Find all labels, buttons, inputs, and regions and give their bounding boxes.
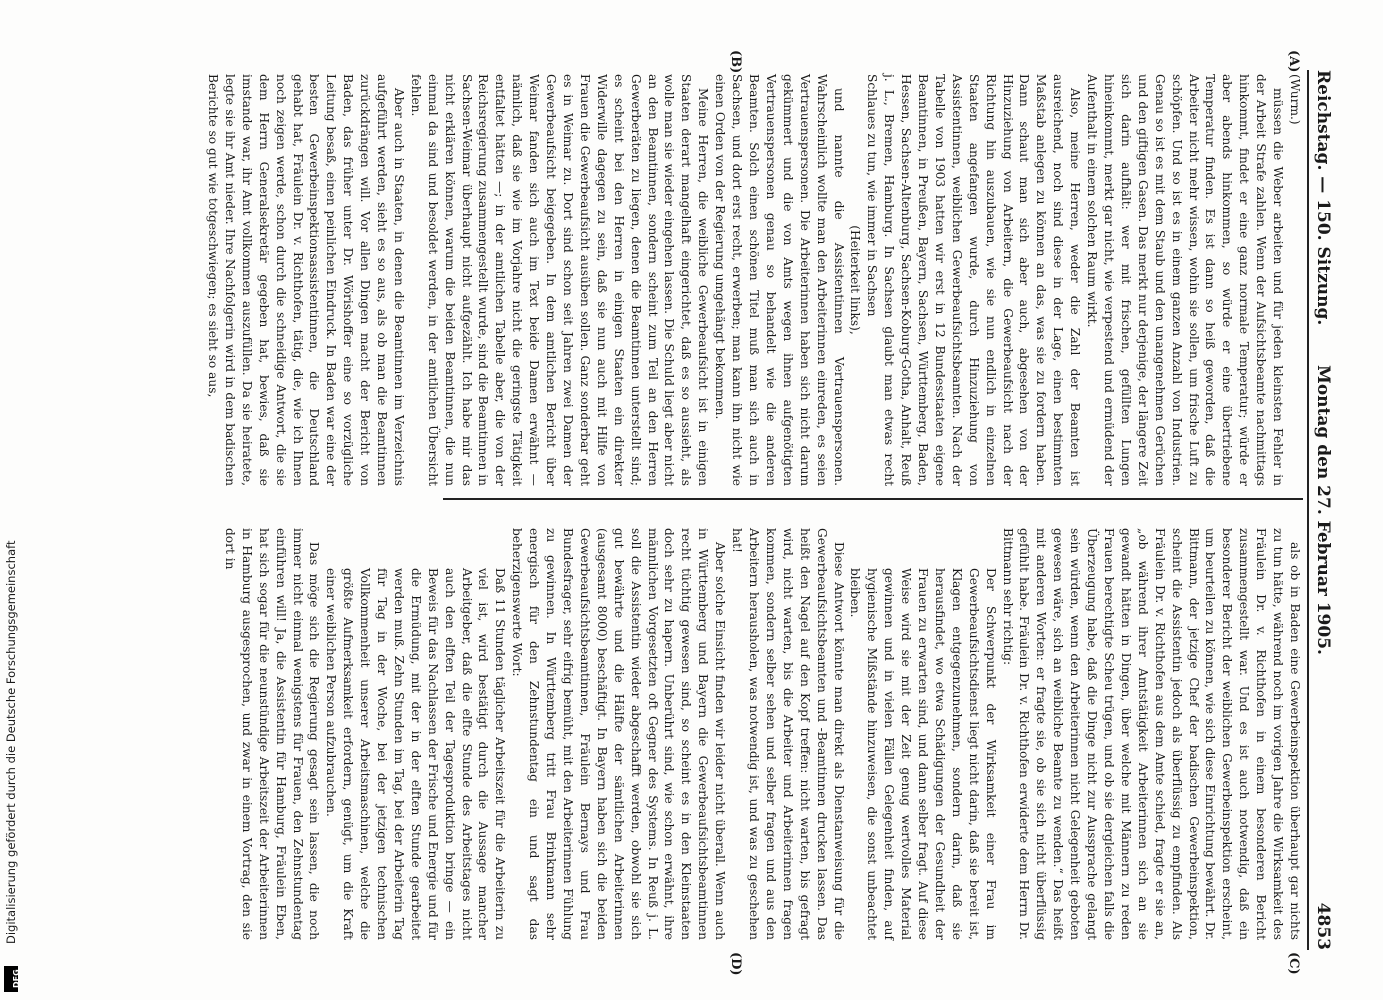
- page-number: 4853: [1313, 902, 1333, 950]
- left-text-column: [204, 74, 1303, 486]
- margin-marker-d: (D): [728, 952, 743, 976]
- paragraph: als ob in Baden eine Gewerbeinspektion überhaupt gar nichts zu tun hätte, während noch im vorigen Jahre die Wirksamkeit des Fräulein Dr. v. Richthofen in einem besonderen Bericht zusammengestellt war. Und es ist auch notwendig, daß ein besonderer Bericht der weiblichen Gewerbeinspektion erscheint, um beurteilen zu können, wie sich diese Einrichtung bewährt. Dr. Bittmann, der jetzige Chef der badischen Gewerbeinspektion, scheint die Assistentin jedoch als überflüssig zu empfinden. Als Fräulein Dr. v. Richthofen aus dem Amte schied, fragte er sie an, „ob während ihrer Amtstätigkeit Arbeiterinnen sich an sie gewandt hätten in Dingen, über welche mit Männern zu reden Frauen berechtigte Scheu trügen, und ob sie dergleichen falls die Überzeugung habe, daß die Dinge nicht zur Aussprache gelangt sein würden, wenn den Arbeiterinnen nicht Gelegenheit geboten gewesen wäre, sich an weibliche Beamte zu wenden.“ Das heißt mit anderen Worten: er fragte sie, ob sie sich nicht überflüssig gefühlt habe. Fräulein Dr. v. Richthofen erwiderte dem Herrn Dr. Bittmann sehr richtig:: [1000, 528, 1302, 940]
- dfg-logo: DFG: [4, 966, 18, 992]
- paragraph: Daß 11 Stunden täglicher Arbeitszeit für die Arbeiterin zu viel ist, wird bestätigt durch die Aussage mancher Arbeitgeber, daß die elfte Stunde des Arbeitstages nicht auch den elften Teil der Tagesproduktion bringe — ein Beweis für das Nachlassen der Frische und Energie und für die Ermüdung, mit der in der elften Stunde gearbeitet werden muß. Zehn Stunden im Tag, bei der Arbeiterin Tag für Tag in der Woche, bei der jetzigen technischen Vollkommenheit unserer Arbeitsmaschinen, welche die größte Aufmerksamkeit erfordern, genügt, um die Kraft einer weiblichen Person aufzubrauchen.: [324, 568, 508, 940]
- paragraph: und nannte die Assistentinnen Vertrauenspersonen. Wahrscheinlich wollte man den Arbeiterinnen einreden, es seien Vertrauenspersonen. Die Arbeiterinnen haben sich nicht darum gekümmert und die von Amts wegen ihnen aufgenötigten Vertrauenspersonen genau so behandelt wie die anderen Beamten. Solch einen schönen Titel muß man sich auch in Sachsen, und dort erst recht, erwerben; man kann ihn nicht wie einen Orden von der Regierung umgehängt bekommen.: [713, 74, 846, 486]
- digitization-credit: [2, 0, 20, 958]
- margin-marker-a: (A): [1286, 50, 1301, 73]
- header-rule: [1307, 70, 1309, 950]
- paragraph: Aber solche Einsicht finden wir leider nicht überall. Wenn auch in Württemberg und Bayern die Gewerbeaufsichtsbeamtinnen recht tüchtig gewesen sind, so scheint es in den Kleinstaaten doch sehr zu hapern. Unberührt sind, wie schon erwähnt, ihre männlichen Vorgesetzten oft Gegner des Systems. In Reuß j. L. soll die Assistentin wieder abgeschafft werden, obwohl sie sich gut bewährte und die Hälfte der sämtlichen Arbeiterinnen (ausgesamt 8000) beschäftigt. In Bayern haben sich die beiden Gewerbeaufsichtsbeamtinnen, Fräulein Bernays und Frau Bundesfrager, sehr eifrig bemüht, mit den Arbeiterinnen Fühlung zu gewinnen. In Württemberg tritt Frau Brinkmann sehr energisch für den Zehnstundentag ein und sagt das beherzigenswerte Wort:: [510, 528, 728, 940]
- paragraph: Das möge sich die Regierung gesagt sein lassen, die noch immer nicht einmal wenigstens für Frauen, den Zehnstundentag einführen will! Ja, die Assistentin für Hamburg, Fräulein Eben, hat sich sogar für die neunstündige Arbeitszeit der Arbeiterinnen in Hamburg ausgesprochen, und zwar in einem Vortrag, den sie dort in: [222, 528, 322, 940]
- paragraph: müssen die Weber arbeiten und für jeden kleinsten Fehler in der Arbeit Strafe zahlen. Wenn der Aufsichtsbeamte nachmittags hinkommt, findet er eine ganz normale Temperatur; würde er aber abends hinkommen, so würde er eine übertriebene Temperatur finden. Es ist dann so heiß geworden, daß die Arbeiter nicht mehr wissen, wohin sie sollen, um frische Luft zu schöpfen. Und so ist es in einem ganzen Anzahl von Industrien. Genau so ist es mit dem Staub und den unangenehmen Gerüchen und den giftigen Gasen. Das merkt nur derjenige, der längere Zeit sich darin aufhält: wer mit frischen, gefüllten Lungen hineinkommt, merkt gar nicht, wie verpestend und ermüdend der Aufenthalt in einem solchen Raum wirkt.: [1085, 74, 1286, 486]
- paragraph: (Heiterkeit links),: [848, 225, 863, 335]
- header-center: Montag den 27. Februar 1905.: [1313, 365, 1333, 655]
- paragraph: Meine Herren, die weibliche Gewerbeaufsicht ist in einigen Staaten derart mangelhaft eingerichtet, daß es so aussieht, als wolle man sie wieder eingehen lassen. Die Schuld liegt aber nicht an den Beamtinnen, sondern scheint zum Teil an den Herren Gewerberäten zu liegen, denen die Beamtinnen unterstellt sind; es scheint bei den Herren in einigen Staaten ein direkter Widerwille dagegen zu sein, daß sie nun auch mit Hilfe von Frauen die Gewerbeaufsicht ausüben sollen. Ganz sonderbar geht es in Weimar zu. Dort sind schon seit Jahren zwei Damen der Gewerbeaufsicht beigegeben. In dem amtlichen Bericht über Weimar fanden sich auch im Text beide Damen erwähnt — nämlich, daß sie wie im Vorjahre nicht die geringste Tätigkeit entfaltet hätten —; in der amtlichen Tabelle aber, die von der Reichsregierung zusammengestellt wurde, sind die Beamtinnen in Sachsen-Weimar überhaupt nicht aufgezählt. Ich habe mir das nicht erklären können, warum die beiden Beamtinnen, die nun einmal da sind und besoldet werden, in der amtlichen Übersicht fehlen.: [408, 74, 711, 486]
- paragraph: Der Schwerpunkt der Wirksamkeit einer Frau im Gewerbeaufsichtsdienst liegt nicht darin, daß sie bereit ist, Klagen entgegenzunehmen, sondern darin, daß sie herausfindet, wo etwa Schädigungen der Gesundheit der Frauen zu erwarten sind, und dann selber fragt. Auf diese Weise wird sie mit der Zeit genug wertvolles Material gewinnen und in vielen Fällen Gelegenheit finden, auf hygienische Mißstände hinzuweisen, die sonst unbeachtet bleiben.: [848, 568, 998, 940]
- header-left: Reichstag. — 150. Sitzung.: [1313, 70, 1333, 326]
- paragraph: Aber auch in Staaten, in denen die Beamtinnen im Verzeichnis aufgeführt werden, sieht es so aus, als ob man die Beamtinnen zurückdrängen will. Vor allen Dingen macht der Bericht von Baden, das früher unter Dr. Wörishoffer eine so vorzügliche Leitung besaß, einen peinlichen Eindruck. In Baden war eine der besten Gewerbeinspektionsassistentinnen, die Deutschland gehabt hat, Fräulein Dr. v. Richthofen, tätig, die, wie ich Ihnen noch zeigen werde, schon durch die schneidige Antwort, die sie dem Herrn Generalsekretär gegeben hat, bewies, daß sie imstande war, ihr Amt vollkommen auszufüllen. Da sie heiratete, legte sie ihr Amt nieder. Ihre Nachfolgerin wird in dem badischen Berichte so gut wie totgeschwiegen; es sieht so aus,: [206, 74, 406, 486]
- running-header: [1309, 70, 1335, 950]
- paragraph: Also, meine Herren, weder die Zahl der Beamten ist ausreichend, noch sind diese in der Lage, einen bestimmten Maßstab anlegen zu können an das, was sie zu fordern haben. Dann schaut man sich aber auch, abgesehen von der Hinzuziehung von Arbeitern, die Gewerbeaufsicht nach der Richtung hin auszubauen, wie sie nun endlich in einzelnen Staaten angefangen wurde, durch Hinzuziehung von Assistentinnen, weiblichen Gewerbeaufsichtsbeamten. Nach der Tabelle von 1903 hatten wir erst in 12 Bundesstaaten eigene Beamtinnen, in Preußen, Bayern, Sachsen, Württemberg, Baden, Hessen, Sachsen-Altenburg, Sachsen-Koburg-Gotha, Anhalt, Reuß j. L., Bremen, Hamburg. In Sachsen glaubt man etwas recht Schlaues zu tun, wie immer in Sachsen: [865, 74, 1083, 486]
- margin-marker-b: (B): [728, 50, 743, 74]
- paragraph: Diese Antwort könnte man direkt als Dienstanweisung für die Gewerbeaufsichtsbeamten und -Beamtinnen drucken lassen. Das heißt den Nagel auf den Kopf treffen: nicht warten, bis gefragt wird, nicht warten, bis die Arbeiter und Arbeiterinnen fragen kommen, sondern selber sehen und selber fragen und aus den Arbeitern herausholen, was notwendig ist, und was zu geschehen hat!: [730, 528, 846, 940]
- right-text-column: [221, 528, 1303, 940]
- credit-text: Digitalisierung gefördert durch die Deutsche Forschungsgemeinschaft: [4, 540, 18, 944]
- margin-marker-c: (C): [1286, 952, 1301, 975]
- paragraph: (Wurm.): [1288, 74, 1302, 125]
- column-divider: [443, 498, 1303, 500]
